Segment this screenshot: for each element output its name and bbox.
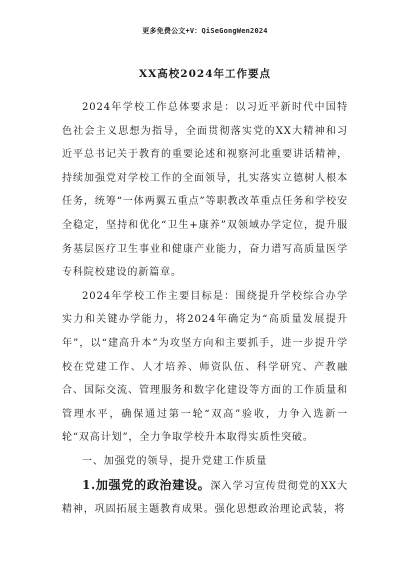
paragraph-overall-requirements: 2024年学校工作总体要求是：以习近平新时代中国特色社会主义思想为指导，全面贯彻落实党的XX大精神和习近平总书记关于教育的重要论述和视察河北重要讲话精神，持续加强党对学校工作的全面领导，扎实落实立德树人根本任务，统筹“一体两翼五重点”等职教改革重点任务和学校安全稳定，坚持和优化“卫生+康养”双领域办学定位，提升服务基层医疗卫生事业和健康产业能力，奋力谱写高质量医学专科院校建设的新篇章。 <box>62 102 348 279</box>
document-title: XX高校2024年工作要点 <box>138 68 272 80</box>
item-1-lead: 1.加强党的政治建设。 <box>82 477 211 492</box>
section-heading-1: 一、加强党的领导，提升党建工作质量 <box>82 455 268 467</box>
bottom-fade <box>0 546 410 580</box>
item-1-text: 深入学习宣传贯彻党的XX大精神，巩固拓展主题教育成果。强化思想政治理论武装，将 <box>62 480 348 516</box>
document-body <box>62 96 348 522</box>
header-note: 更多免费公文+V：QiSeGongWen2024 <box>142 27 268 35</box>
paragraph-item-1 <box>62 474 348 522</box>
paragraph-main-goals: 2024年学校工作主要目标是：围绕提升学校综合办学实力和关键办学能力，将2024年确定为“高质量发展提升年”，以“建高升本”为攻坚方向和主要抓手，进一步提升学校在党建工作、人才培养、师资队伍、科学研究、产教融合、国际交流、管理服务和数字化建设等方面的工作质量和管理水平，确保通过第一轮“双高”验收，力争入选新一轮“双高计划”，全力争取学校升本取得实质性突破。 <box>62 290 348 444</box>
